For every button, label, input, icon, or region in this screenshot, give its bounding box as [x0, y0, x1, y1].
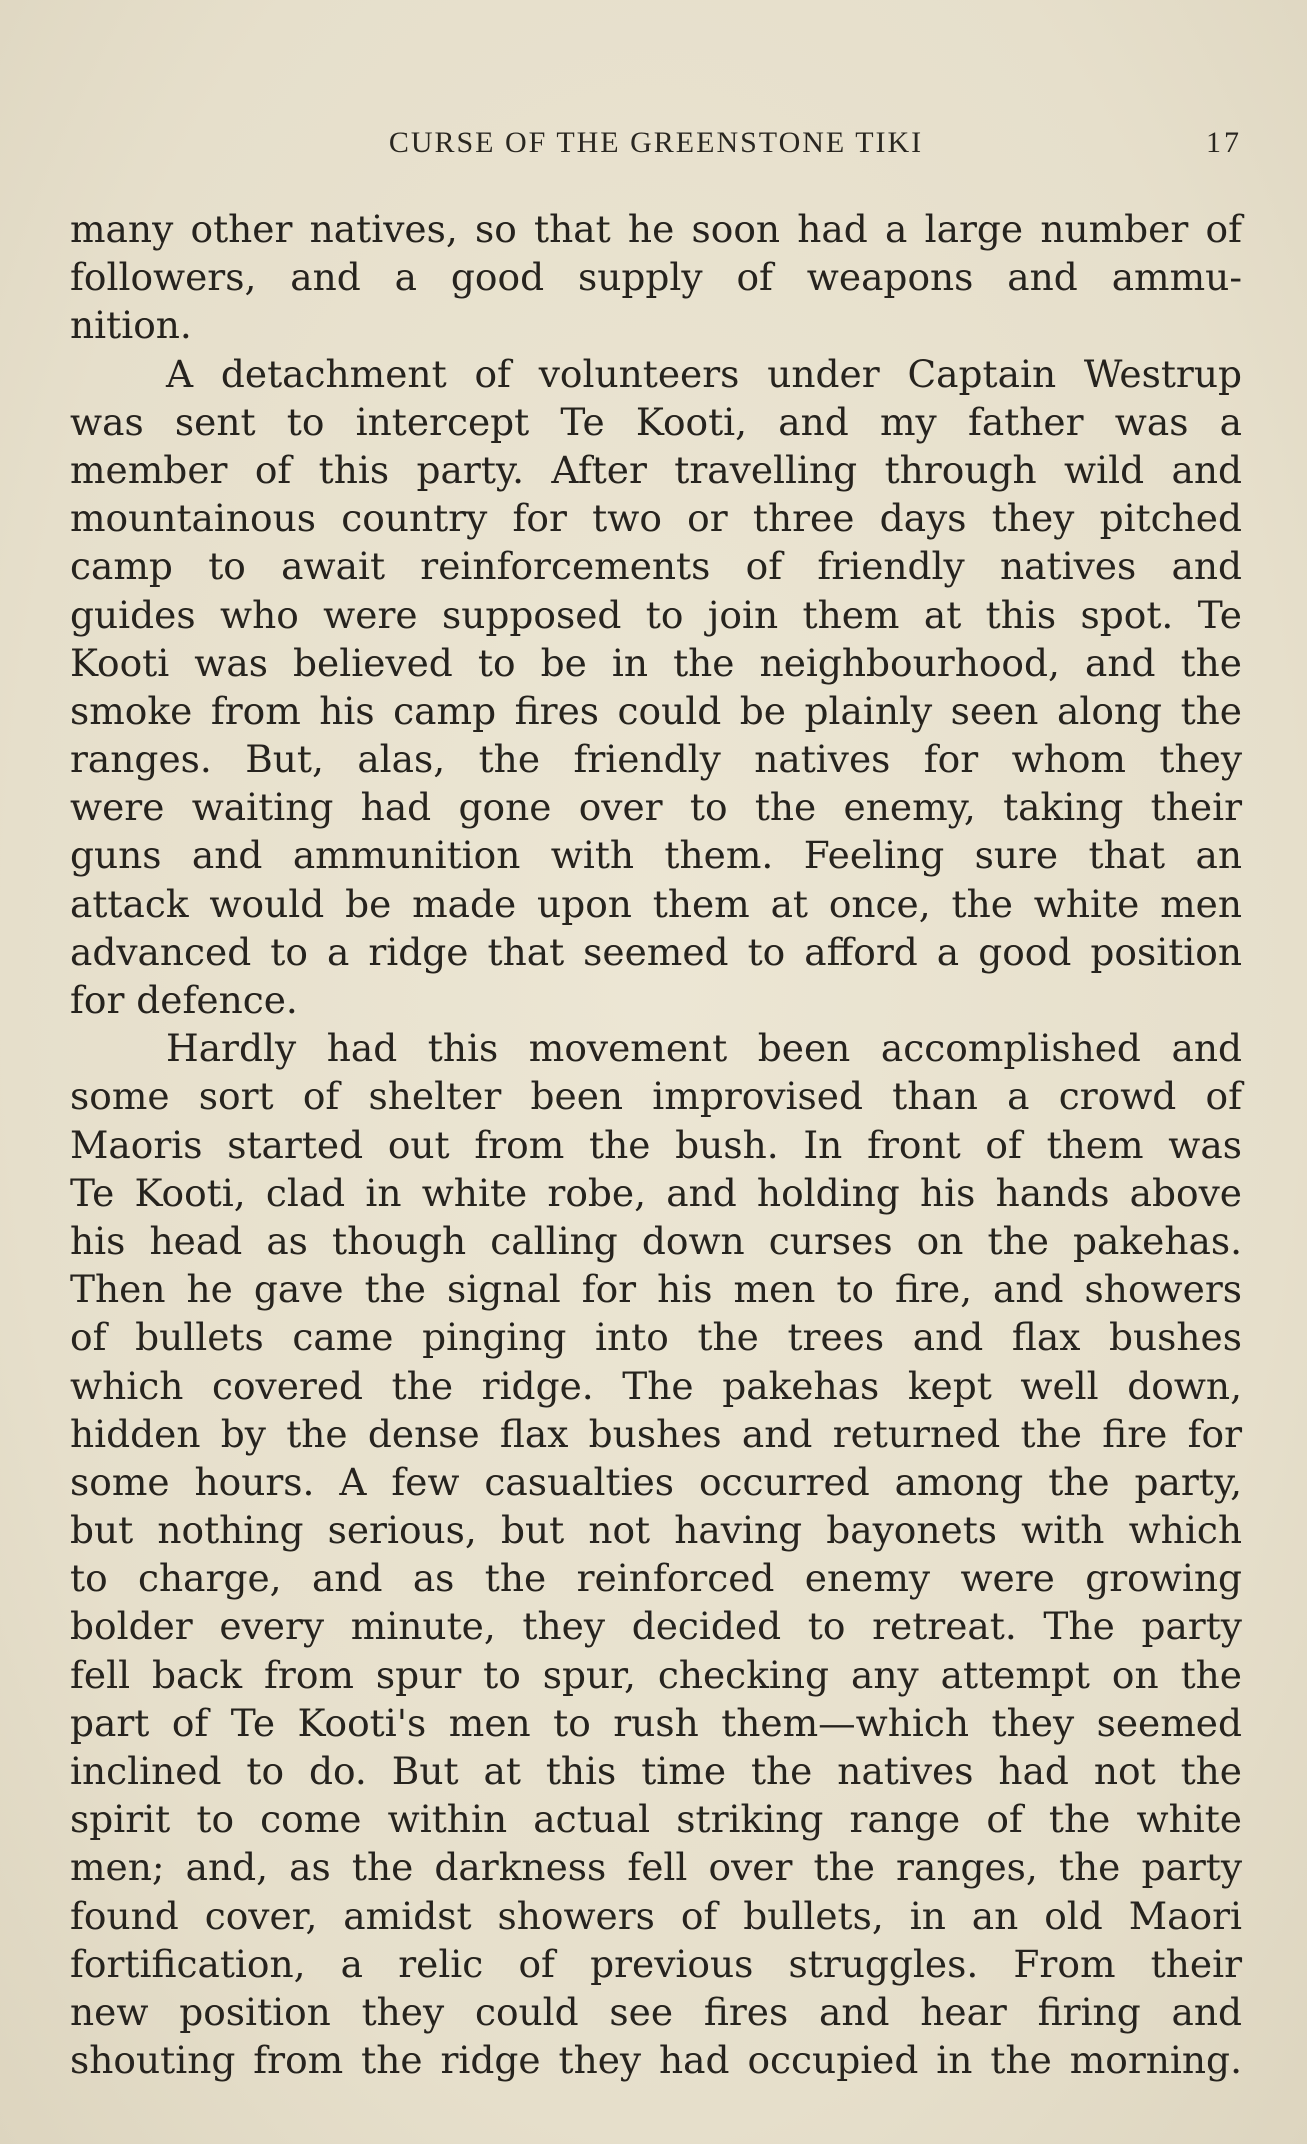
text-line: advanced to a ridge that seemed to afford a good position — [70, 929, 1242, 974]
running-head: CURSE OF THE GREENSTONE TIKI — [388, 126, 924, 159]
text-line: fell back from spur to spur, checking any attempt on the — [70, 1652, 1242, 1697]
text-line: attack would be made upon them at once, the white men — [70, 881, 1242, 926]
text-line: which covered the ridge. The pakehas kept well down, — [70, 1363, 1242, 1408]
text-line: hidden by the dense flax bushes and returned the fire for — [70, 1411, 1242, 1456]
text-line: new position they could see fires and hear firing and — [70, 1989, 1242, 2034]
text-line: of bullets came pinging into the trees and flax bushes — [70, 1315, 1242, 1360]
text-line: nition. — [70, 303, 192, 348]
text-line: for defence. — [70, 978, 298, 1022]
text-line: to charge, and as the reinforced enemy were growing — [70, 1556, 1242, 1601]
text-line: Te Kooti, clad in white robe, and holding his hands above — [70, 1170, 1242, 1215]
page-header — [70, 122, 1242, 162]
text-line: guides who were supposed to join them at this spot. Te — [70, 592, 1242, 637]
text-line: guns and ammunition with them. Feeling sure that an — [70, 833, 1242, 878]
text-line: mountainous country for two or three days they pitched — [70, 496, 1242, 541]
text-line: was sent to intercept Te Kooti, and my father was a — [70, 399, 1242, 444]
text-line: bolder every minute, they decided to retreat. The party — [70, 1604, 1242, 1649]
text-line: some sort of shelter been improvised than a crowd of — [70, 1074, 1242, 1119]
text-line: followers, and a good supply of weapons and ammu- — [70, 255, 1242, 300]
text-line: men; and, as the darkness fell over the ranges, the party — [70, 1845, 1242, 1890]
text-line: but nothing serious, but not having bayonets with which — [70, 1508, 1242, 1553]
text-line: Maoris started out from the bush. In front of them was — [70, 1122, 1242, 1167]
text-line: camp to await reinforcements of friendly natives and — [70, 544, 1242, 589]
text-line: part of Te Kooti's men to rush them—which they seemed — [70, 1700, 1242, 1745]
text-line: some hours. A few casualties occurred among the party, — [70, 1459, 1242, 1504]
body-text — [70, 205, 1242, 2084]
text-line: shouting from the ridge they had occupied in the morning. — [70, 2038, 1242, 2083]
text-line: many other natives, so that he soon had a large number of — [70, 207, 1242, 251]
text-line: inclined to do. But at this time the natives had not the — [70, 1749, 1242, 1793]
text-line: smoke from his camp fires could be plainly seen along the — [70, 688, 1242, 733]
text-line: were waiting had gone over to the enemy, taking their — [70, 785, 1242, 830]
text-line: found cover, amidst showers of bullets, in an old Maori — [70, 1893, 1242, 1938]
text-line: Hardly had this movement been accomplished and — [166, 1026, 1242, 1071]
text-line: his head as though calling down curses on the pakehas. — [70, 1218, 1242, 1263]
page-number: 17 — [1206, 126, 1242, 159]
text-line: A detachment of volunteers under Captain Westrup — [166, 351, 1242, 396]
text-line: ranges. But, alas, the friendly natives for whom they — [70, 737, 1242, 782]
text-line: Then he gave the signal for his men to fire, and showers — [70, 1267, 1242, 1312]
text-line: fortification, a relic of previous struggles. From their — [70, 1941, 1242, 1986]
text-line: member of this party. After travelling through wild and — [70, 447, 1242, 492]
text-line: spirit to come within actual striking range of the white — [70, 1797, 1242, 1842]
text-line: Kooti was believed to be in the neighbourhood, and the — [70, 640, 1242, 685]
